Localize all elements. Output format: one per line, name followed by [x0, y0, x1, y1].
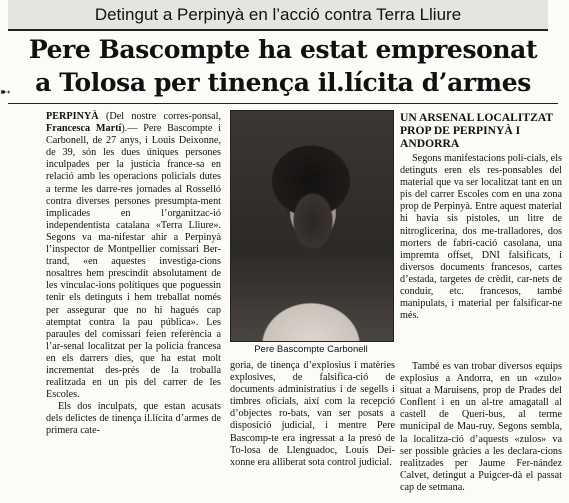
paragraph-1-text: ).— Pere Bascompte i Carbonell, de 27 anys, i Louis Deixonne, de 39, són les dues úniques persones inculpades per la justícia france-sa en relació amb les operacions policials dutes a terme les darre-res jornades al Rosselló contra diverses persones presumpta-ment implicades en l’organitzac-ió independentista catalana «Terra Lliure». Segons va ma-nifestar ahir a Perpinyà l’inspector de Montpellier comissari Ber-trand, «en aquestes investiga-cions nosaltres hem prescindit absolutament de les vinculac-ions polítiques que poguessin tenir els detinguts i hem treballat només per assegurar que no hi hagués cap atemptat contra la pau pública». Les paraules del comissari feien referència a l’ar-senal localitzat per la policia francesa en els darrers dies, que ha estat molt incrementat des-prés de la troballa realitzada en un pis del carrer de les Escoles.: [46, 123, 221, 401]
headline-rule: [8, 103, 558, 104]
sidebar-column-lower: [400, 361, 562, 494]
byline-intro: (Del nostre corres-ponsal,: [98, 111, 221, 122]
headline-line-2: a Tolosa per tinença il.lícita d’armes: [35, 68, 531, 97]
sidebar-subhead: UN ARSENAL LOCALITZAT PROP DE PERPINYÀ I ANDORRA: [400, 111, 553, 150]
article-column-1: [46, 111, 221, 438]
article-paragraph-2: Els dos inculpats, que estan acusats dels delictes de tinença il.lícita d’armes de primera cate-: [46, 401, 221, 437]
headline: [8, 33, 558, 99]
margin-arrow-icon: ➸: [0, 85, 11, 100]
kicker-banner: [8, 0, 548, 31]
dateline: PERPINYÀ: [46, 111, 99, 122]
sidebar-column: [400, 153, 562, 322]
headline-line-1: Pere Bascompte ha estat empresonat: [28, 35, 538, 64]
kicker-text: Detingut a Perpinyà en l’acció contra Terra Lliure: [94, 5, 462, 24]
portrait-photo: [230, 110, 394, 342]
article-paragraph-2-continued: goria, de tinença d’explosius i matèries explosives, de falsifica-ció de documents administratius i de segells i timbres oficials, així com la recepció d’objectes ro-bats, van ser posats a disposició judicial, i mentre Pere Bascomp-te era ingressat a la presó de To-losa de Llenguadoc, Louis Dei-xonne era alliberat sota control judicial.: [230, 360, 395, 468]
article-column-2: [230, 360, 395, 469]
photo-caption: Pere Bascompte Carbonell: [254, 344, 368, 355]
sidebar-paragraph-2: També es van trobar diversos equips explosius a Andorra, en un «zulo» situat a Maruisens, prop de Prades del Conflent i en un al-tre amagatall al castell de Queri-bus, al terme municipal de Mau-ruy. Segons sembla, la localitza-ció d’aquests «zulos» va ser possible gràcies a les declara-cions realitzades per Jaume Fer-nández Calvet, detingut a Puigcer-dà el passat cap de setmana.: [400, 361, 562, 493]
article-paragraph-1: [46, 111, 221, 401]
sidebar-paragraph-1: Segons manifestacions poli-cials, els detinguts eren els res-ponsables del material que va ser localitzat tant en un pis del carrer Escoles com en una zona prop de Perpinyà. Entre aquest material hi havia sis pistoles, un litre de nitroglicerina, dos me-tralladores, dos morters de fabri-cació casolana, una impremta offset, DNI falsificats, i diversos documents francesos, cartes d’estada, targetes de crèdit, car-nets de conduir, etc. francesos, també manipulats, i material per falsificar-ne més.: [400, 153, 562, 322]
byline-name: Francesca Martí: [46, 123, 122, 135]
